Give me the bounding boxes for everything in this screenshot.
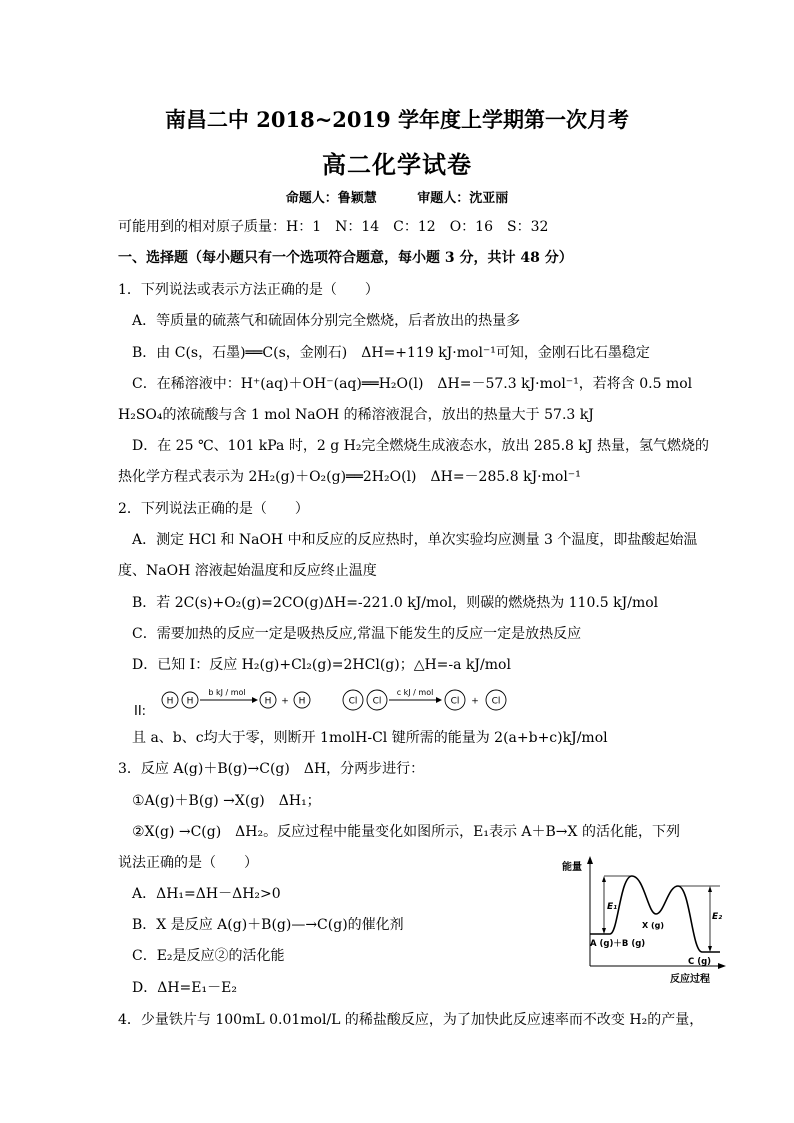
y-axis-label: 能量: [562, 862, 582, 873]
q3-step1: ①A(g)＋B(g) →X(g) ΔH₁；: [132, 793, 321, 809]
author-line: [0, 187, 794, 206]
svg-text:Cl: Cl: [491, 696, 501, 707]
svg-text:H: H: [264, 696, 272, 707]
q3-option-a: A．ΔH₁=ΔH－ΔH₂>0: [132, 886, 281, 902]
arrow-head: [252, 697, 258, 703]
q1-stem: 1．下列说法或表示方法正确的是（ ）: [118, 282, 379, 298]
e1-label: E₁: [607, 902, 618, 912]
fig-label-ii: II:: [134, 704, 147, 719]
q3-option-d: D．ΔH=E₁－E₂: [132, 980, 237, 996]
arrow-head: [436, 697, 442, 703]
q3-stem2: 说法正确的是（ ）: [118, 855, 258, 871]
svg-text:H: H: [186, 696, 194, 707]
setter: 命题人：鲁颖慧: [285, 191, 377, 206]
svg-text:H: H: [166, 696, 174, 707]
reviewer: 审题人：沈亚丽: [417, 191, 509, 206]
q1-option-d-line2: 热化学方程式表示为 2H₂(g)＋O₂(g)══2H₂O(l) ΔH=－285.8 kJ·mol⁻¹: [118, 469, 581, 485]
svg-text:Cl: Cl: [450, 696, 460, 707]
q1-option-c-line1: C．在稀溶液中：H⁺(aq)＋OH⁻(aq)══H₂O(l) ΔH=－57.3 kJ·mol⁻¹，若将含 0.5 mol: [132, 376, 693, 392]
exam-title: 南昌二中 2018~2019 学年度上学期第一次月考: [164, 107, 630, 132]
q2-option-a-line2: 度、NaOH 溶液起始温度和反应终止温度: [118, 563, 377, 579]
q3-stem: 3．反应 A(g)＋B(g)→C(g) ΔH，分两步进行：: [118, 761, 425, 777]
section-heading: 一、选择题（每小题只有一个选项符合题意，每小题 3 分，共计 48 分）: [118, 250, 573, 266]
q3-option-b: B．X 是反应 A(g)＋B(g)—→C(g)的催化剂: [132, 917, 404, 933]
q4-stem: 4．少量铁片与 100mL 0.01mol/L 的稀盐酸反应，为了加快此反应速率而不改变 H₂的产量，: [118, 1012, 704, 1028]
x-axis-arrow: [718, 963, 726, 969]
q1-option-a: A．等质量的硫蒸气和硫固体分别完全燃烧，后者放出的热量多: [132, 313, 521, 329]
e2-label: E₂: [712, 912, 723, 922]
y-axis-arrow: [587, 856, 593, 864]
svg-text:Cl: Cl: [348, 696, 358, 707]
q1-option-b: B．由 C(s，石墨)══C(s，金刚石) ΔH=+119 kJ·mol⁻¹可知，金刚石比石墨稳定: [132, 345, 650, 361]
exam-subtitle: 高二化学试卷: [322, 150, 472, 179]
q2-option-c: C．需要加热的反应一定是吸热反应,常温下能发生的反应一定是放热反应: [132, 626, 582, 642]
svg-text:+: +: [471, 696, 479, 707]
q3-option-c: C．E₂是反应②的活化能: [132, 948, 285, 964]
energy-diagram: [560, 856, 728, 986]
q3-step2: ②X(g) →C(g) ΔH₂。反应过程中能量变化如图所示，E₁表示 A＋B→X 的活化能，下列: [132, 824, 680, 840]
reactants-label: A (g)＋B (g): [590, 939, 646, 949]
bond-energy-figure: [118, 688, 538, 720]
x-axis-label: 反应过程: [670, 974, 710, 985]
svg-text:b kJ / mol: b kJ / mol: [208, 688, 246, 697]
svg-text:+: +: [281, 696, 289, 707]
product-label: C (g): [688, 957, 712, 967]
q2-option-d-line1: D．已知 I：反应 H₂(g)+Cl₂(g)=2HCl(g)；△H=-a kJ/mol: [132, 657, 511, 673]
q2-option-a-line1: A．测定 HCl 和 NaOH 中和反应的反应热时，单次实验均应测量 3 个温度，即盐酸起始温: [132, 532, 698, 548]
q1-option-d-line1: D．在 25 ℃、101 kPa 时，2 g H₂完全燃烧生成液态水，放出 285.8 kJ 热量，氢气燃烧的: [132, 438, 709, 454]
q1-option-c-line2: H₂SO₄的浓硫酸与含 1 mol NaOH 的稀溶液混合，放出的热量大于 57.3 kJ: [118, 407, 594, 423]
q2-option-b: B．若 2C(s)+O₂(g)=2CO(g)ΔH=-221.0 kJ/mol，则碳的燃烧热为 110.5 kJ/mol: [132, 595, 659, 611]
x-intermediate-label: X (g): [642, 921, 664, 930]
q2-stem: 2．下列说法正确的是（ ）: [118, 501, 309, 517]
atomic-masses: 可能用到的相对原子质量：H：1 N：14 C：12 O：16 S：32: [118, 219, 549, 235]
svg-text:H: H: [298, 696, 306, 707]
svg-text:c kJ / mol: c kJ / mol: [396, 688, 434, 697]
q2-option-d-line3: 且 a、b、c均大于零，则断开 1molH-Cl 键所需的能量为 2(a+b+c)kJ/mol: [132, 730, 608, 746]
svg-text:Cl: Cl: [372, 696, 382, 707]
